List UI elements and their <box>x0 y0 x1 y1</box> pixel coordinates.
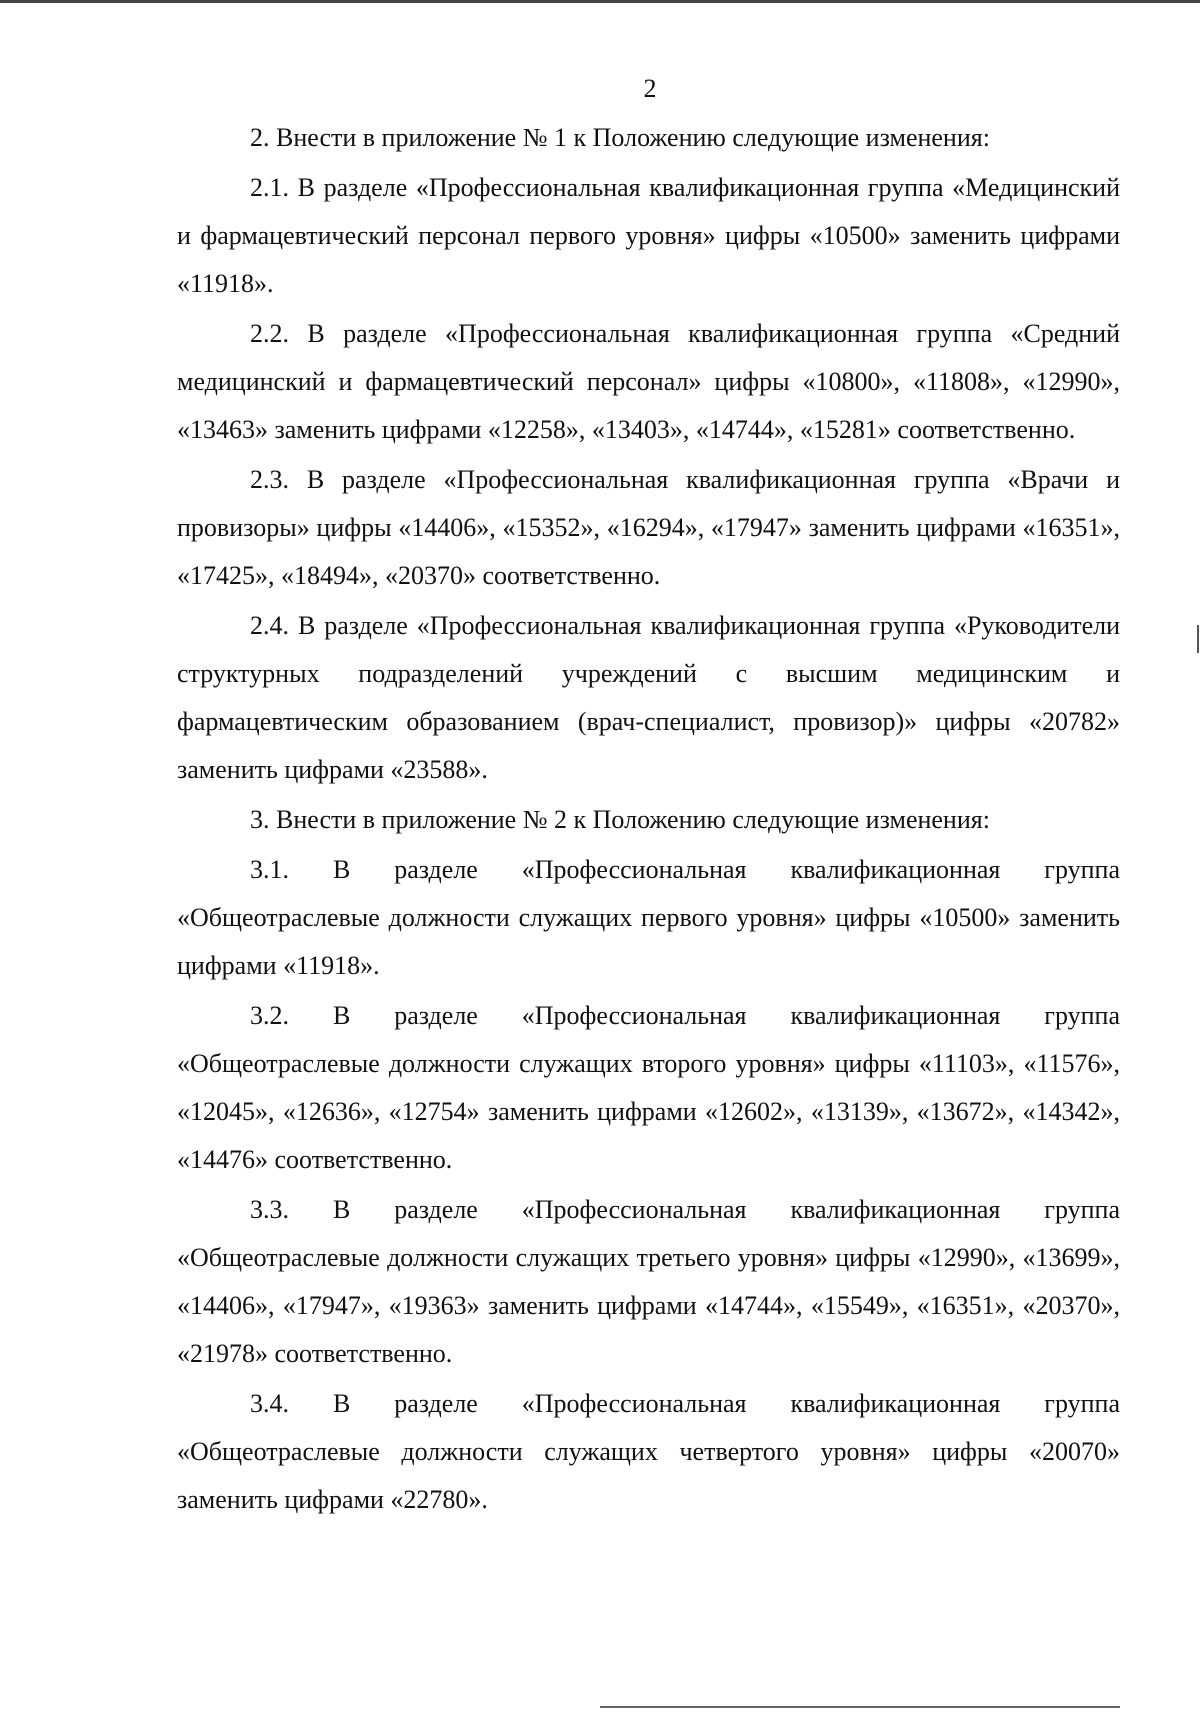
paragraph-3-1: 3.1. В разделе «Профессиональная квалификационная группа «Общеотраслевые должности служащих первого уровня» цифры «10500» заменить цифрами «11918». <box>177 855 1120 980</box>
paragraph-2-1: 2.1. В разделе «Профессиональная квалификационная группа «Медицинский и фармацевтический персонал первого уровня» цифры «10500» заменить цифрами «11918». <box>177 173 1120 298</box>
paragraph-3: 3. Внести в приложение № 2 к Положению следующие изменения: <box>250 805 990 834</box>
scan-bottom-line <box>600 1706 1120 1708</box>
paragraph-3-2: 3.2. В разделе «Профессиональная квалификационная группа «Общеотраслевые должности служащих второго уровня» цифры «11103», «11576», «12045», «12636», «12754» заменить цифрами «12602», «13139», «13672», «14342», «14476» соответственно. <box>177 1001 1120 1174</box>
scan-side-mark <box>1197 625 1199 653</box>
paragraph-3-4: 3.4. В разделе «Профессиональная квалификационная группа «Общеотраслевые должности служащих четвертого уровня» цифры «20070» заменить цифрами «22780». <box>177 1389 1120 1514</box>
paragraph-2-2: 2.2. В разделе «Профессиональная квалификационная группа «Средний медицинский и фармацевтический персонал» цифры «10800», «11808», «12990», «13463» заменить цифрами «12258», «13403», «14744», «15281» соответственно. <box>177 319 1120 444</box>
paragraph-2: 2. Внести в приложение № 1 к Положению следующие изменения: <box>250 123 990 152</box>
document-body <box>177 114 1120 1526</box>
paragraph-2-4: 2.4. В разделе «Профессиональная квалификационная группа «Руководители структурных подразделений учреждений с высшим медицинским и фармацевтическим образованием (врач-специалист, провизор)» цифры «20782» заменить цифрами «23588». <box>177 611 1120 784</box>
paragraph-3-3: 3.3. В разделе «Профессиональная квалификационная группа «Общеотраслевые должности служащих третьего уровня» цифры «12990», «13699», «14406», «17947», «19363» заменить цифрами «14744», «15549», «16351», «20370», «21978» соответственно. <box>177 1195 1120 1368</box>
scan-top-edge <box>0 0 1200 3</box>
page-number: 2 <box>643 74 657 103</box>
paragraph-2-3: 2.3. В разделе «Профессиональная квалификационная группа «Врачи и провизоры» цифры «14406», «15352», «16294», «17947» заменить цифрами «16351», «17425», «18494», «20370» соответственно. <box>177 465 1120 590</box>
